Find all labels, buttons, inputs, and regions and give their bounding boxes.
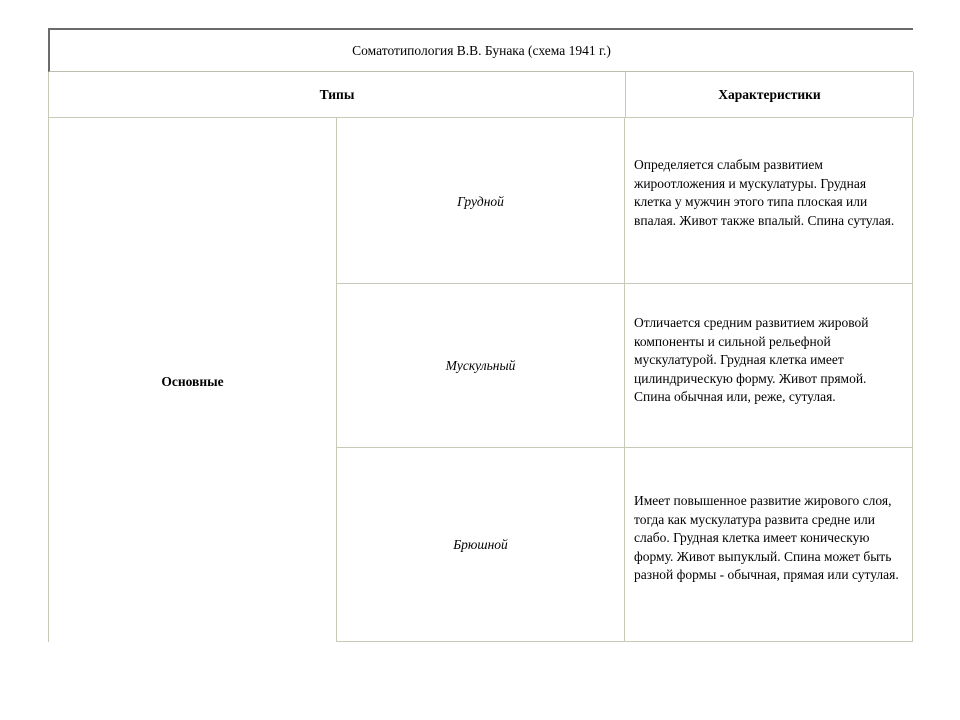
group-cell-main: [48, 118, 336, 642]
description-cell: Имеет повышенное развитие жирового слоя, тогда как мускулатура развита средне или слабо. Грудная клетка имеет коническую форму. Живот выпуклый. Спина может быть разной формы - обычная, прямая или сутулая.: [624, 448, 913, 642]
header-characteristics-label: Характеристики: [718, 86, 821, 102]
table-title-text: Соматотипология В.В. Бунака (схема 1941 г.): [352, 42, 611, 58]
table-row: [336, 284, 913, 448]
somatotype-table: [48, 28, 913, 642]
type-label: Мускульный: [445, 357, 516, 373]
type-label: Грудной: [457, 193, 504, 209]
type-label: Брюшной: [453, 536, 508, 552]
table-row: [336, 448, 913, 642]
description-cell: Определяется слабым развитием жироотложения и мускулатуры. Грудная клетка у мужчин этого типа плоская или впалая. Живот также впалый. Спина сутулая.: [624, 118, 913, 283]
header-types-label: Типы: [319, 86, 355, 102]
header-types: [49, 72, 625, 117]
type-cell: [336, 448, 624, 642]
type-cell: [336, 284, 624, 447]
table-header-row: [48, 72, 913, 118]
description-cell: Отличается средним развитием жировой компоненты и сильной рельефной мускулатурой. Грудная клетка имеет цилиндрическую форму. Живот прямой. Спина обычная или, реже, сутулая.: [624, 284, 913, 447]
table-body: [48, 118, 913, 642]
table-row: [336, 118, 913, 284]
table-title: [48, 28, 913, 72]
header-characteristics: [625, 72, 914, 117]
group-label: Основные: [161, 374, 224, 389]
type-cell: [336, 118, 624, 283]
